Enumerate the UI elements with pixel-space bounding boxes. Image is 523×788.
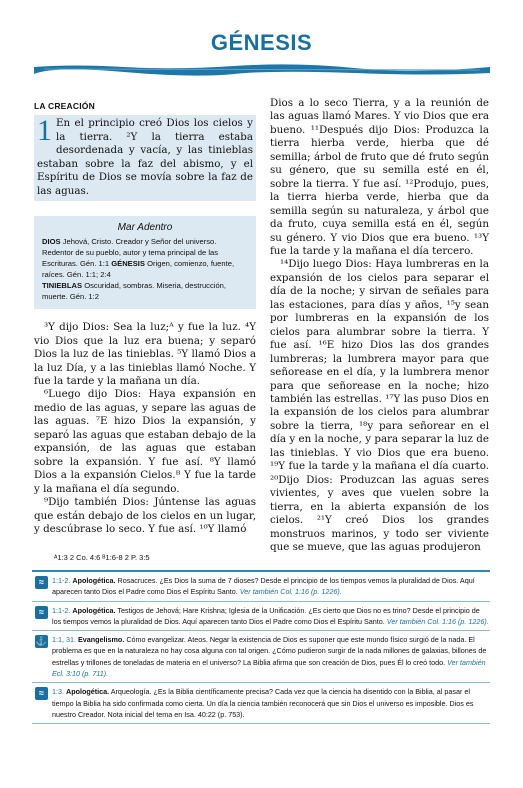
note-see-also: Ver también Ecl. 3:10 (p. 711). <box>52 657 486 679</box>
study-note <box>32 572 490 602</box>
note-text <box>52 605 490 628</box>
note-see-also: Ver también Col. 1:16 (p. 1226). <box>239 587 342 597</box>
lexicon-term: GÉNESIS <box>111 259 145 269</box>
study-note <box>32 631 490 683</box>
study-notes <box>32 570 490 724</box>
chapter-number: 1 <box>37 114 52 148</box>
note-topic: Apologética. <box>66 687 110 697</box>
lexicon-title: Mar Adentro <box>117 222 173 234</box>
note-text <box>52 686 490 720</box>
section-heading: LA CREACIÓN <box>34 101 95 111</box>
lexicon-term: DIOS <box>42 237 61 247</box>
note-text <box>52 575 490 598</box>
note-body: Cómo evangelizar. Ateos. Negar la existencia de Dios es suponer que este mundo físico surgió de la nada. El problema es que en la naturaleza no hay cosa alguna con tal origen. ¿Cómo pudieron surgir de la nada millones de galaxias, billones de estrellas y trillones de toneladas de materia en el universo? La Biblia afirma que son creación de Dios, pues Él lo creó todo. <box>52 635 487 667</box>
verse-paragraph: ⁹Dijo también Dios: Júntense las aguas que están debajo de los cielos en un lugar, y descúbrase lo seco. Y fue así. ¹⁰Y llamó <box>34 496 256 535</box>
note-see-also: Ver también Col. 1:16 (p. 1226). <box>386 616 489 626</box>
opening-verses-text: En el principio creó Dios los cielos y la tierra. ²Y la tierra estaba desordenada y vacía, y las tinieblas estaban sobre la faz del abismo, y el Espíritu de Dios se movía sobre la faz de las aguas. <box>37 117 253 197</box>
note-body: Testigos de Jehová; Hare Krishna; Iglesia de la Unificación. ¿Es cierto que Dios no es trino? Desde el principio de los tiempos vemos la pluralidad de Dios. Aquí aparecen tanto Dios el Padre como Dios el Espíritu Santo. <box>52 605 480 626</box>
note-topic: Apologética. <box>72 576 116 585</box>
study-note <box>32 683 490 724</box>
anchor-icon: ⚓ <box>35 636 48 647</box>
wave-icon: ≈ <box>35 576 48 589</box>
note-ref: 1:1, 31. <box>52 635 76 645</box>
verse-paragraph: ¹⁴Dijo luego Dios: Haya lumbreras en la expansión de los cielos para separar el día de la noche; y sirvan de señales para las estaciones, para días y años, ¹⁵y sean por lumbreras en la expansión de los cielos para alumbrar sobre la tierra. Y fue así. ¹⁶E hizo Dios las dos grandes lumbreras; la lumbrera mayor para que señorease en el día, y la lumbrera menor para que señorease en la noche; hizo también las estrellas. ¹⁷Y las puso Dios en la expansión de los cielos para alumbrar sobre la tierra, ¹⁸y para señorear en el día y en la noche, y para separar la luz de las tinieblas. Y vio Dios que era bueno. ¹⁹Y fue la tarde y la mañana el día cuarto. ²⁰Dijo Dios: Produzcan las aguas seres vivientes, y aves que vuelen sobre la tierra, en la abierta expansión de los cielos. ²¹Y creó Dios los grandes monstruos marinos, y todo ser viviente que se mueve, que las aguas produjeron <box>270 258 489 553</box>
right-column <box>270 97 489 554</box>
note-ref: 1:1-2. <box>52 576 71 585</box>
lexicon-box <box>34 216 256 309</box>
lexicon-definition: Origen, comienzo, fuente, raíces. Gén. 1:1; 2:4 <box>42 259 235 280</box>
note-ref: 1:1-2. <box>52 605 71 615</box>
wave-icon: ≈ <box>35 606 48 619</box>
verse-paragraph: ³Y dijo Dios: Sea la luz;ᴬ y fue la luz. ⁴Y vio Dios que la luz era buena; y separó Dios la luz de las tinieblas. ⁵Y llamó Dios a la luz Día, y a las tinieblas llamó Noche. Y fue la tarde y la mañana un día. <box>34 321 256 387</box>
note-text <box>52 634 490 679</box>
note-body: Rosacruces. ¿Es Dios la suma de 7 dioses? Desde el principio de los tiempos vemos la pluralidad de Dios. Aquí aparecen tanto Dios el Padre como Dios el Espíritu Santo. <box>52 576 475 597</box>
title-brush-divider <box>34 64 490 76</box>
lexicon-entry <box>42 280 248 302</box>
verse-paragraph: ⁶Luego dijo Dios: Haya expansión en medio de las aguas, y separe las aguas de las aguas. ⁷E hizo Dios la expansión, y separó las aguas que estaban debajo de la expansión, de las aguas que estaban sobre la expansión. Y fue así. ⁸Y llamó Dios a la expansión Cielos.ᴮ Y fue la tarde y la mañana el día segundo. <box>34 388 256 495</box>
verse-paragraph: Dios a lo seco Tierra, y a la reunión de las aguas llamó Mares. Y vio Dios que era bueno. ¹¹Después dijo Dios: Produzca la tierra hierba verde, hierba que dé semilla; árbol de fruto que dé fruto según su género, que su semilla esté en él, sobre la tierra. Y fue así. ¹²Produjo, pues, la tierra hierba verde, hierba que da semilla según su naturaleza, y árbol que da fruto, cuya semilla está en él, según su género. Y vio Dios que era bueno. ¹³Y fue la tarde y la mañana el día tercero. <box>270 97 489 257</box>
lexicon-definition: Oscuridad, sombras. Miseria, destrucción, muerte. Gén. 1:2 <box>42 281 227 302</box>
page-title: GÉNESIS <box>210 30 313 55</box>
cross-references: ᴬ1:3 2 Co. 4:6 ᴮ1:6-8 2 P. 3:5 <box>54 553 150 562</box>
lexicon-entry <box>42 236 248 280</box>
note-topic: Evangelismo. <box>77 635 125 645</box>
wave-icon: ≈ <box>35 687 48 700</box>
note-topic: Apologética. <box>72 605 116 615</box>
study-note <box>32 602 490 632</box>
lexicon-definition: Jehová, Cristo. Creador y Señor del universo. Redentor de su pueblo, autor y tema principal de las Escrituras. Gén. 1:1 <box>42 237 219 269</box>
left-column <box>34 97 256 536</box>
note-body: Arqueología. ¿Es la Biblia científicamente precisa? Cada vez que la ciencia ha disentido con la Biblia, al pasar el tiempo la Biblia ha sido confirmada como cierta. Un día la ciencia también reconocerá que sin Dios el universo es imposible. Dios es nuestro Creador. Nota inicial del tema en Isa. 40:22 (p. 753). <box>52 687 474 719</box>
note-ref: 1:3. <box>52 687 64 697</box>
lexicon-term: TINIEBLAS <box>42 281 83 291</box>
opening-verses <box>34 115 256 201</box>
